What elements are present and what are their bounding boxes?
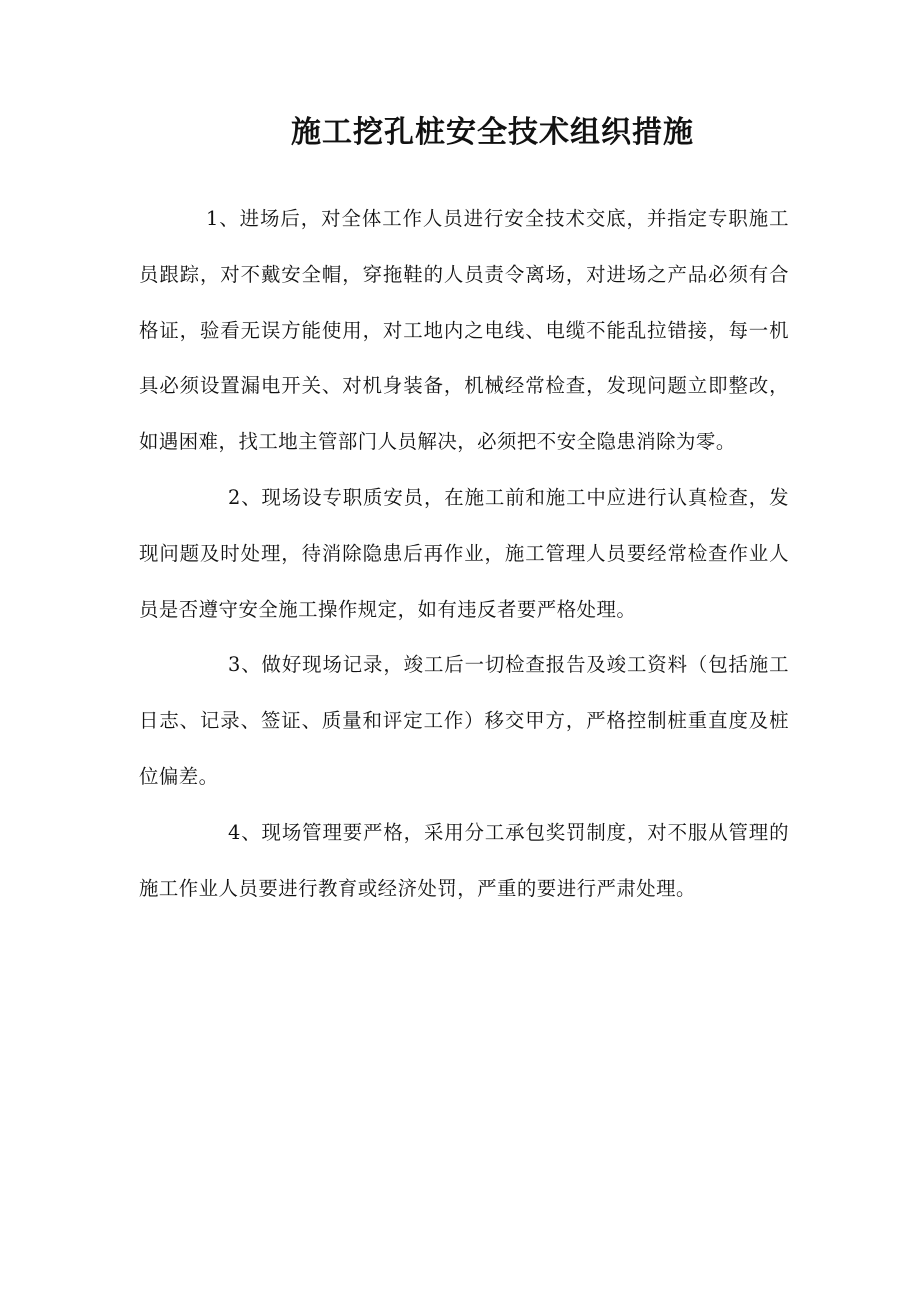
paragraph-2: 2、现场设专职质安员，在施工前和施工中应进行认真检查，发现问题及时处理，待消除隐患后再作业，施工管理人员要经常检查作业人员是否遵守安全施工操作规定，如有违反者要严格处理。 <box>139 485 789 621</box>
paragraph-3: 3、做好现场记录，竣工后一切检查报告及竣工资料（包括施工日志、记录、签证、质量和评定工作）移交甲方，严格控制桩重直度及桩位偏差。 <box>139 653 789 788</box>
document-body <box>139 191 789 916</box>
document-title: 施工挖孔桩安全技术组织措施 <box>291 115 694 150</box>
paragraph-1: 1、进场后，对全体工作人员进行安全技术交底，并指定专职施工员跟踪，对不戴安全帽，穿拖鞋的人员责令离场，对进场之产品必须有合格证，验看无误方能使用，对工地内之电线、电缆不能乱拉错接，每一机具必须设置漏电开关、对机身装备，机械经常检查，发现问题立即整改，如遇困难，找工地主管部门人员解决，必须把不安全隐患消除为零。 <box>139 207 789 454</box>
paragraph-4: 4、现场管理要严格，采用分工承包奖罚制度，对不服从管理的施工作业人员要进行教育或经济处罚，严重的要进行严肃处理。 <box>139 820 789 900</box>
